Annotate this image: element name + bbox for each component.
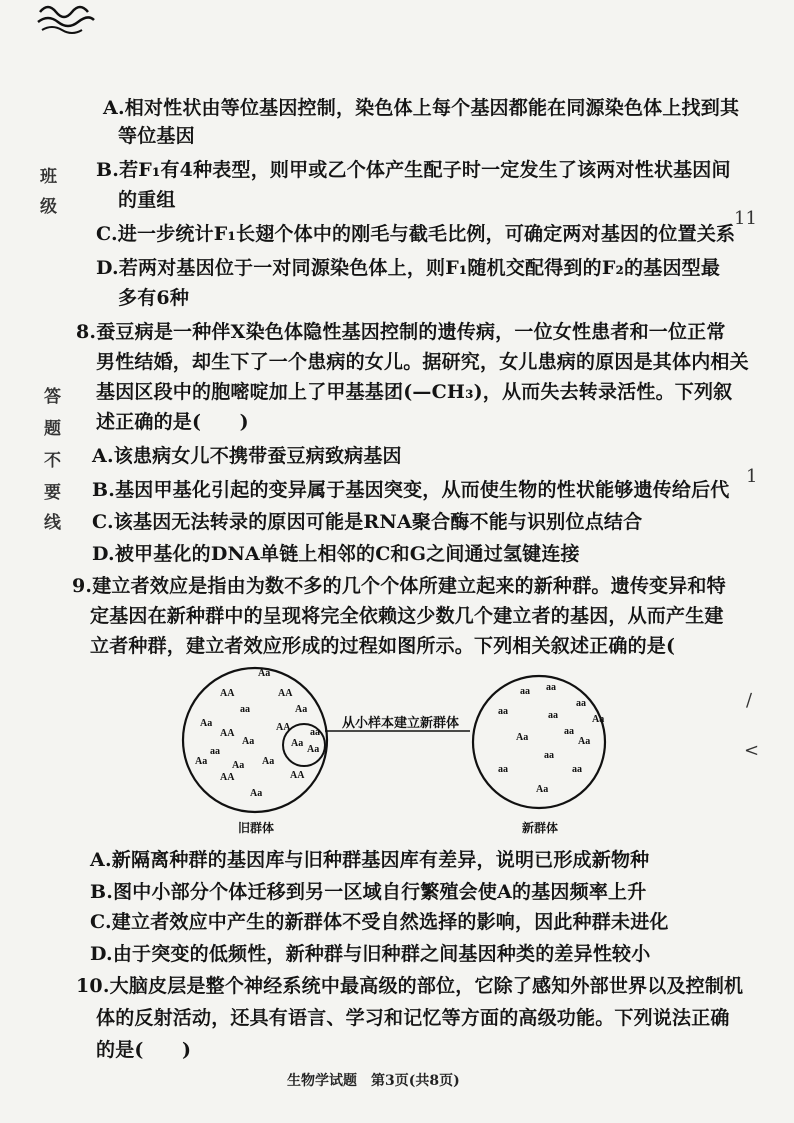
genotype-label: Aa (195, 756, 208, 767)
margin-char: 班 (40, 167, 57, 187)
q8-option-b: B.基因甲基化引起的变异属于基因突变，从而使生物的性状能够遗传给后代 (92, 479, 730, 501)
genotype-label: Aa (516, 732, 529, 743)
margin-char: 题 (44, 419, 61, 439)
right-margin-mark: 11 (734, 208, 757, 229)
genotype-label: Aa (295, 704, 308, 715)
genotype-label: Aa (232, 760, 245, 771)
q8-stem-2: 男性结婚，却生下了一个患病的女儿。据研究，女儿患病的原因是其体内相关 (96, 351, 749, 373)
genotype-label: aa (548, 710, 558, 721)
genotype-label: Aa (578, 736, 591, 747)
q7-option-a: A.相对性状由等位基因控制，染色体上每个基因都能在同源染色体上找到其 (103, 97, 740, 119)
q7-option-d-cont: 多有6种 (118, 287, 190, 309)
genotype-label: AA (278, 688, 293, 699)
arrow-label: 从小样本建立新群体 (342, 716, 460, 731)
genotype-label: aa (240, 704, 250, 715)
margin-char: 答 (44, 387, 61, 407)
genotype-label: Aa (258, 668, 271, 679)
genotype-label: aa (572, 764, 582, 775)
q8-option-d: D.被甲基化的DNA单链上相邻的C和G之间通过氢键连接 (92, 543, 580, 565)
genotype-label: aa (544, 750, 554, 761)
genotype-label: aa (310, 727, 320, 738)
q9-option-b: B.图中小部分个体迁移到另一区域自行繁殖会使A的基因频率上升 (90, 881, 647, 903)
page-footer: 生物学试题 第3页(共8页) (287, 1073, 460, 1089)
genotype-label: aa (564, 726, 574, 737)
genotype-label: Aa (291, 738, 304, 749)
q9-option-c: C.建立者效应中产生的新群体不受自然选择的影响，因此种群未进化 (90, 911, 669, 933)
q7-option-d: D.若两对基因位于一对同源染色体上，则F₁随机交配得到的F₂的基因型最 (96, 257, 721, 279)
q9-option-d: D.由于突变的低频性，新种群与旧种群之间基因种类的差异性较小 (90, 943, 651, 965)
right-margin-mark: ∕ (746, 690, 753, 711)
genotype-label: Aa (200, 718, 213, 729)
founder-effect-diagram (180, 660, 660, 840)
genotype-label: aa (546, 682, 556, 693)
old-population-label: 旧群体 (238, 821, 275, 835)
q8-stem-1: 8.蚕豆病是一种伴X染色体隐性基因控制的遗传病，一位女性患者和一位正常 (76, 321, 726, 343)
genotype-label: AA (220, 772, 235, 783)
q8-option-a: A.该患病女儿不携带蚕豆病致病基因 (92, 445, 402, 467)
genotype-label: AA (276, 722, 291, 733)
margin-char: 线 (44, 513, 61, 533)
genotype-label: Aa (307, 744, 320, 755)
q9-stem-1: 9.建立者效应是指由为数不多的几个个体所建立起来的新种群。遗传变异和特 (72, 575, 726, 597)
genotype-label: aa (498, 764, 508, 775)
genotype-label: Aa (242, 736, 255, 747)
genotype-label: AA (220, 728, 235, 739)
q7-option-c: C.进一步统计F₁长翅个体中的刚毛与截毛比例，可确定两对基因的位置关系 (96, 223, 736, 245)
genotype-label: AA (220, 688, 235, 699)
q9-stem-3: 立者种群，建立者效应形成的过程如图所示。下列相关叙述正确的是( (90, 635, 676, 657)
right-margin-mark: < (744, 740, 760, 761)
q10-stem-3: 的是( ) (96, 1039, 192, 1061)
q9-stem-2: 定基因在新种群中的呈现将完全依赖这少数几个建立者的基因，从而产生建 (90, 605, 724, 627)
margin-char: 要 (44, 483, 61, 503)
q8-stem-4: 述正确的是( ) (96, 411, 249, 433)
q10-stem-1: 10.大脑皮层是整个神经系统中最高级的部位，它除了感知外部世界以及控制机 (76, 975, 744, 997)
q10-stem-2: 体的反射活动，还具有语言、学习和记忆等方面的高级功能。下列说法正确 (96, 1007, 730, 1029)
genotype-label: Aa (592, 714, 605, 725)
genotype-label: aa (498, 706, 508, 717)
q7-option-a-cont: 等位基因 (118, 125, 195, 147)
margin-char: 级 (40, 197, 57, 217)
genotype-label: AA (290, 770, 305, 781)
new-population-label: 新群体 (522, 821, 559, 835)
genotype-label: Aa (262, 756, 275, 767)
q7-option-b-cont: 的重组 (118, 189, 176, 211)
q9-option-a: A.新隔离种群的基因库与旧种群基因库有差异，说明已形成新物种 (90, 849, 650, 871)
margin-char: 不 (44, 451, 61, 471)
q8-stem-3: 基因区段中的胞嘧啶加上了甲基基团(—CH₃)，从而失去转录活性。下列叙 (96, 381, 733, 403)
genotype-label: Aa (250, 788, 263, 799)
q7-option-b: B.若F₁有4种表型，则甲或乙个体产生配子时一定发生了该两对性状基因间 (96, 159, 731, 181)
right-margin-mark: 1 (746, 466, 758, 487)
genotype-label: aa (520, 686, 530, 697)
q8-option-c: C.该基因无法转录的原因可能是RNA聚合酶不能与识别位点结合 (92, 511, 643, 533)
handwriting-scribble (36, 0, 96, 40)
genotype-label: Aa (536, 784, 549, 795)
genotype-label: aa (576, 698, 586, 709)
genotype-label: aa (210, 746, 220, 757)
